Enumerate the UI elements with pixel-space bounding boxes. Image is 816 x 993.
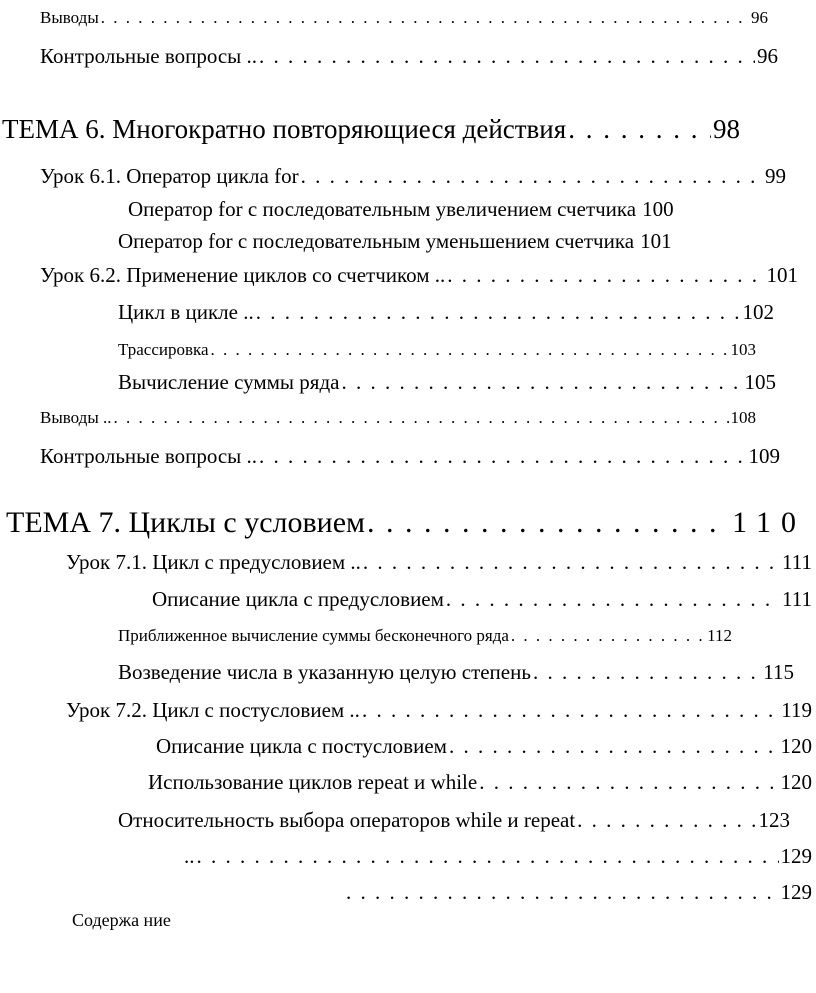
toc-page-number: 110 — [732, 506, 806, 539]
toc-entry-title: Приближенное вычисление суммы бесконечного ряда — [118, 626, 509, 645]
toc-row — [118, 340, 756, 360]
toc-row — [118, 660, 794, 685]
leader-dots — [511, 626, 705, 646]
toc-row — [118, 808, 790, 833]
toc-page-number: 111 — [782, 587, 812, 611]
toc-page-number: 96 — [757, 44, 778, 68]
leader-dots — [568, 114, 711, 145]
leader-dots — [211, 340, 729, 360]
toc-entry-title: Урок 7.1. Цикл с предусловием .. — [66, 550, 361, 574]
leader-dots — [449, 734, 779, 759]
toc-entry-title: Оператор for с последовательным увеличением счетчика — [128, 197, 637, 221]
toc-row — [40, 44, 778, 69]
toc-row — [40, 263, 798, 288]
toc-entry-title: Относительность выбора операторов while и repeat — [118, 808, 576, 832]
leader-dots — [533, 660, 761, 685]
toc-page-number: 101 — [766, 263, 798, 287]
toc-page-number: 108 — [730, 408, 756, 427]
toc-entry-title: Трассировка — [118, 340, 209, 359]
toc-page-number: 129 — [780, 880, 812, 904]
toc-entry-title: Описание цикла с предусловием — [152, 587, 444, 611]
toc-row — [6, 506, 806, 540]
toc-row — [344, 880, 812, 905]
toc-entry-title: Урок 6.1. Оператор цикла for — [40, 164, 299, 188]
toc-page-number: 105 — [744, 370, 776, 394]
leader-dots — [577, 808, 756, 833]
toc-entry-title: Цикл в цикле .. — [118, 300, 254, 324]
toc-entry-title: Выводы .. — [40, 408, 112, 427]
toc-row — [128, 197, 674, 222]
toc-page-number: 115 — [763, 660, 794, 684]
toc-entry-title: Возведение числа в указанную целую степень — [118, 660, 531, 684]
leader-dots — [447, 263, 764, 288]
toc-row — [118, 300, 774, 325]
toc-entry-title: Вычисление суммы ряда — [118, 370, 340, 394]
toc-page-number: 123 — [758, 808, 790, 832]
leader-dots — [346, 880, 779, 905]
leader-dots — [363, 550, 780, 575]
toc-row — [66, 550, 812, 575]
toc-row — [152, 587, 812, 612]
leader-dots — [341, 370, 742, 395]
toc-row — [40, 444, 780, 469]
leader-dots — [259, 444, 746, 469]
toc-entry-title: Урок 7.2. Цикл с постусловием .. — [66, 698, 360, 722]
leader-dots — [479, 770, 778, 795]
toc-row — [118, 229, 672, 254]
leader-dots — [197, 844, 779, 869]
toc-page-number: 98 — [713, 114, 740, 144]
toc-page-number: 111 — [782, 550, 812, 574]
toc-entry-title: Контрольные вопросы .. — [40, 44, 258, 68]
toc-row — [66, 698, 812, 723]
toc-page-number: 103 — [730, 340, 756, 359]
toc-page-number: 109 — [748, 444, 780, 468]
toc-row — [40, 408, 756, 428]
toc-page-number: 112 — [707, 626, 732, 645]
toc-entry-title: Описание цикла с постусловием — [156, 734, 447, 758]
toc-row — [148, 770, 812, 795]
toc-entry-title: ТЕМА 6. Многократно повторяющиеся действия — [2, 114, 567, 144]
toc-page-number: 100 — [642, 197, 674, 221]
leader-dots — [362, 698, 779, 723]
toc-row — [2, 114, 740, 145]
leader-dots — [367, 506, 730, 540]
toc-entry-title: Урок 6.2. Применение циклов со счетчиком .. — [40, 263, 446, 287]
toc-page-number: 96 — [751, 8, 768, 27]
toc-page-number: 102 — [742, 300, 774, 324]
toc-row — [184, 844, 812, 869]
leader-dots — [446, 587, 780, 612]
toc-entry-title: Оператор for с последовательным уменьшением счетчика — [118, 229, 635, 253]
toc-page-number: 120 — [780, 734, 812, 758]
toc-entry-title: Использование циклов repeat и while — [148, 770, 478, 794]
leader-dots — [114, 408, 729, 428]
toc-page-number: 101 — [640, 229, 672, 253]
toc-entry-title: ТЕМА 7. Циклы с условием — [6, 506, 366, 539]
leader-dots — [259, 44, 755, 69]
toc-page-number: 129 — [780, 844, 812, 868]
toc-row — [156, 734, 812, 759]
toc-entry-title: .. — [184, 844, 195, 868]
leader-dots — [101, 8, 749, 28]
toc-row — [118, 626, 732, 646]
toc-page-number: 99 — [765, 164, 786, 188]
footer-label: Содержа ние — [72, 910, 171, 930]
toc-page-number: 120 — [780, 770, 812, 794]
leader-dots — [301, 164, 763, 189]
toc-page-number: 119 — [781, 698, 812, 722]
toc-row — [118, 370, 776, 395]
toc-entry-title: Контрольные вопросы .. — [40, 444, 258, 468]
toc-row — [40, 8, 768, 28]
toc-row — [40, 164, 786, 189]
leader-dots — [256, 300, 741, 325]
toc-entry-title: Выводы — [40, 8, 99, 27]
